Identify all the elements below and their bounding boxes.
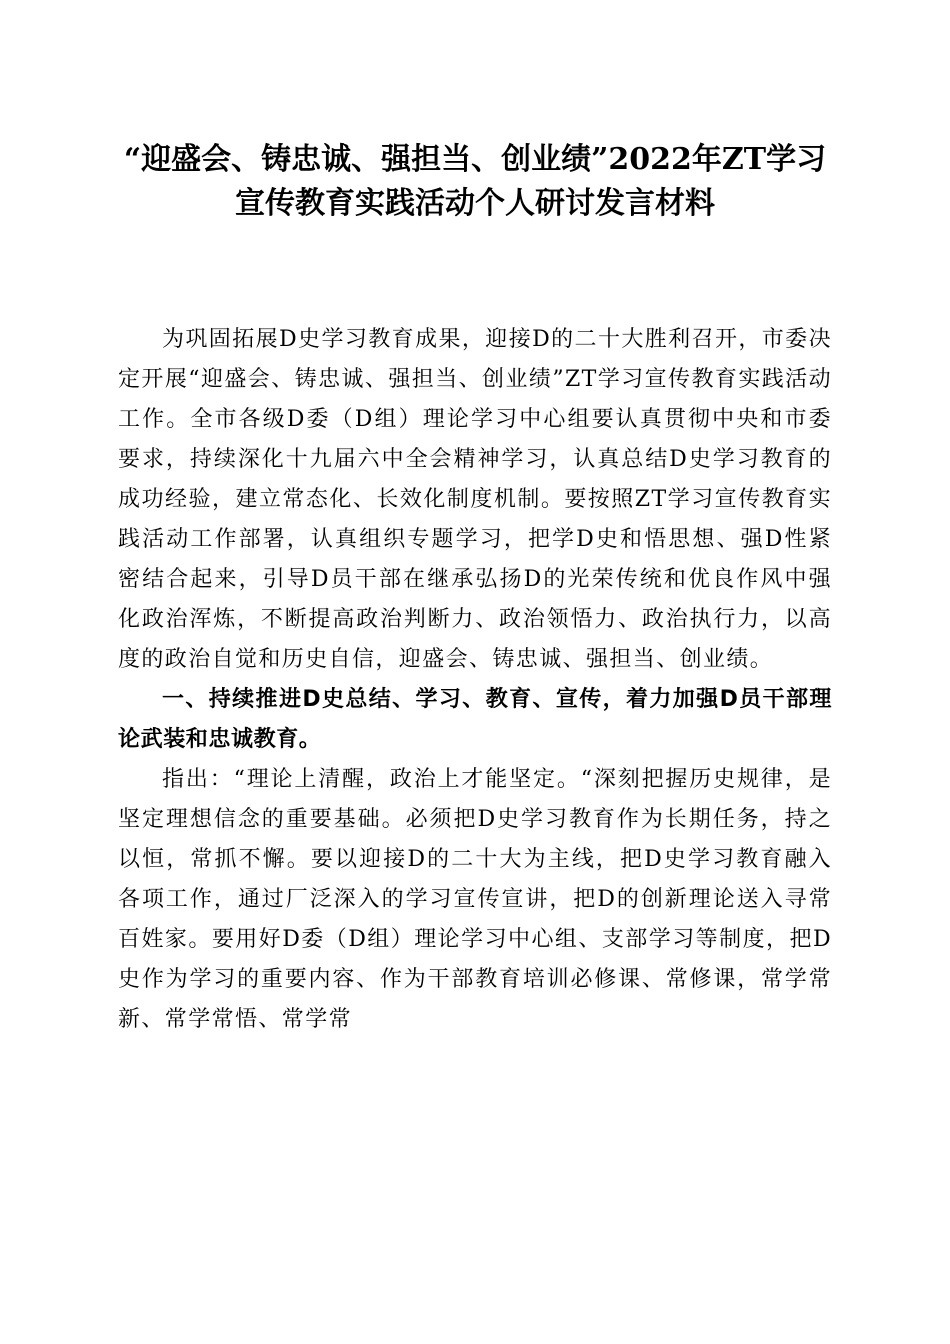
document-title: “迎盛会、铸忠诚、强担当、创业绩”2022年ZT学习宣传教育实践活动个人研讨发言材料	[123, 142, 827, 221]
section-1-paragraph: 指出：“理论上清醒，政治上才能坚定。“深刻把握历史规律，是坚定理想信念的重要基础。必须把D史学习教育作为长期任务，持之以恒，常抓不懈。要以迎接D的二十大为主线，把D史学习教育融入各项工作，通过厂泛深入的学习宣传宣讲，把D的创新理论送入寻常百姓家。要用好D委（D组）理论学习中心组、支部学习等制度，把D史作为学习的重要内容、作为干部教育培训必修课、常修课，常学常新、常学常悟、常学常	[118, 767, 832, 1032]
intro-paragraph: 为巩固拓展D史学习教育成果，迎接D的二十大胜利召开，市委决定开展“迎盛会、铸忠诚、强担当、创业绩”ZT学习宣传教育实践活动工作。全市各级D委（D组）理论学习中心组要认真贯彻中央和市委要求，持续深化十九届六中全会精神学习，认真总结D史学习教育的成功经验，建立常态化、长效化制度机制。要按照ZT学习宣传教育实践活动工作部署，认真组织专题学习，把学D史和悟思想、强D性紧密结合起来，引导D员干部在继承弘扬D的光荣传统和优良作风中强化政治浑炼，不断提高政治判断力、政治领悟力、政治执行力，以高度的政治自觉和历史自信，迎盛会、铸忠诚、强担当、创业绩。	[118, 327, 833, 672]
document-body	[118, 320, 832, 1040]
section-heading-1: 一、持续推进D史总结、学习、教育、宣传，着力加强D员干部理论武装和忠诚教育。	[118, 687, 832, 752]
